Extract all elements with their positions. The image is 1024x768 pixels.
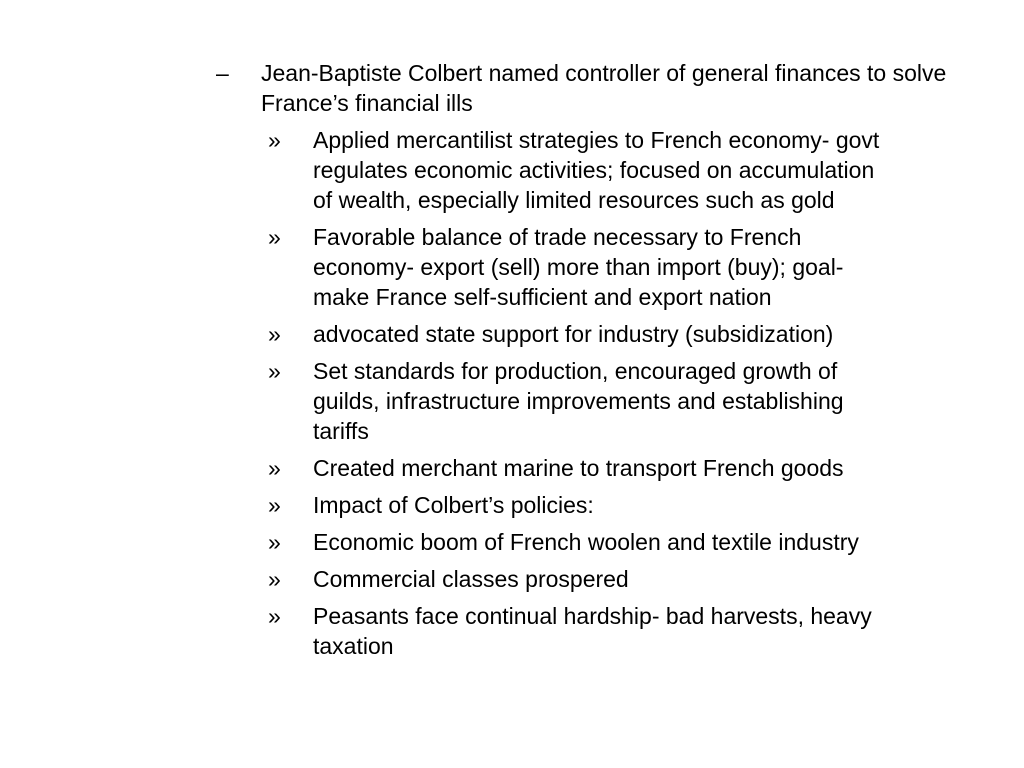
- sub-bullet-line: Applied mercantilist strategies to French economy- govt: [313, 127, 880, 153]
- sub-bullet-line: Set standards for production, encouraged growth of: [313, 358, 838, 384]
- sub-bullet-list: [214, 125, 974, 661]
- sub-bullet: [265, 564, 974, 594]
- sub-bullet-line: Economic boom of French woolen and textile industry: [313, 529, 859, 555]
- chevron-bullet-marker: »: [268, 529, 281, 555]
- sub-bullet-line: make France self-sufficient and export nation: [313, 284, 772, 310]
- sub-bullet-text: [313, 453, 973, 483]
- sub-bullet: [265, 356, 974, 446]
- sub-bullet-line: of wealth, especially limited resources such as gold: [313, 187, 835, 213]
- chevron-bullet-marker: »: [268, 566, 281, 592]
- sub-bullet: [265, 453, 974, 483]
- sub-bullet-text: [313, 356, 973, 446]
- sub-bullet: [265, 490, 974, 520]
- chevron-bullet-marker: »: [268, 455, 281, 481]
- sub-bullet-text: [313, 319, 973, 349]
- sub-bullet-text: [313, 527, 973, 557]
- sub-bullet-line: tariffs: [313, 418, 369, 444]
- sub-bullet: [265, 319, 974, 349]
- sub-bullet-text: [313, 222, 973, 312]
- sub-bullet-line: regulates economic activities; focused on accumulation: [313, 157, 875, 183]
- sub-bullet-text: [313, 490, 973, 520]
- chevron-bullet-marker: »: [268, 127, 281, 153]
- main-bullet-list: [214, 58, 974, 668]
- sub-bullet-line: guilds, infrastructure improvements and establishing: [313, 388, 844, 414]
- chevron-bullet-marker: »: [268, 321, 281, 347]
- chevron-bullet-marker: »: [268, 492, 281, 518]
- sub-bullet: [265, 125, 974, 215]
- sub-bullet-text: [313, 125, 973, 215]
- dash-bullet-marker: –: [216, 60, 229, 86]
- chevron-bullet-marker: »: [268, 358, 281, 384]
- sub-bullet-text: [313, 601, 973, 661]
- sub-bullet-line: Peasants face continual hardship- bad harvests, heavy: [313, 603, 872, 629]
- sub-bullet-line: advocated state support for industry (subsidization): [313, 321, 834, 347]
- main-bullet-text: Jean-Baptiste Colbert named controller of general finances to solve France’s financial ills: [261, 60, 947, 116]
- sub-bullet-line: economy- export (sell) more than import (buy); goal-: [313, 254, 844, 280]
- sub-bullet-line: Created merchant marine to transport French goods: [313, 455, 844, 481]
- chevron-bullet-marker: »: [268, 224, 281, 250]
- main-bullet: [214, 58, 974, 118]
- sub-bullet-text: [313, 564, 973, 594]
- sub-bullet-line: Impact of Colbert’s policies:: [313, 492, 594, 518]
- sub-bullet: [265, 222, 974, 312]
- sub-bullet: [265, 601, 974, 661]
- sub-bullet-line: Favorable balance of trade necessary to French: [313, 224, 802, 250]
- chevron-bullet-marker: »: [268, 603, 281, 629]
- sub-bullet-line: taxation: [313, 633, 394, 659]
- sub-bullet-line: Commercial classes prospered: [313, 566, 629, 592]
- sub-bullet: [265, 527, 974, 557]
